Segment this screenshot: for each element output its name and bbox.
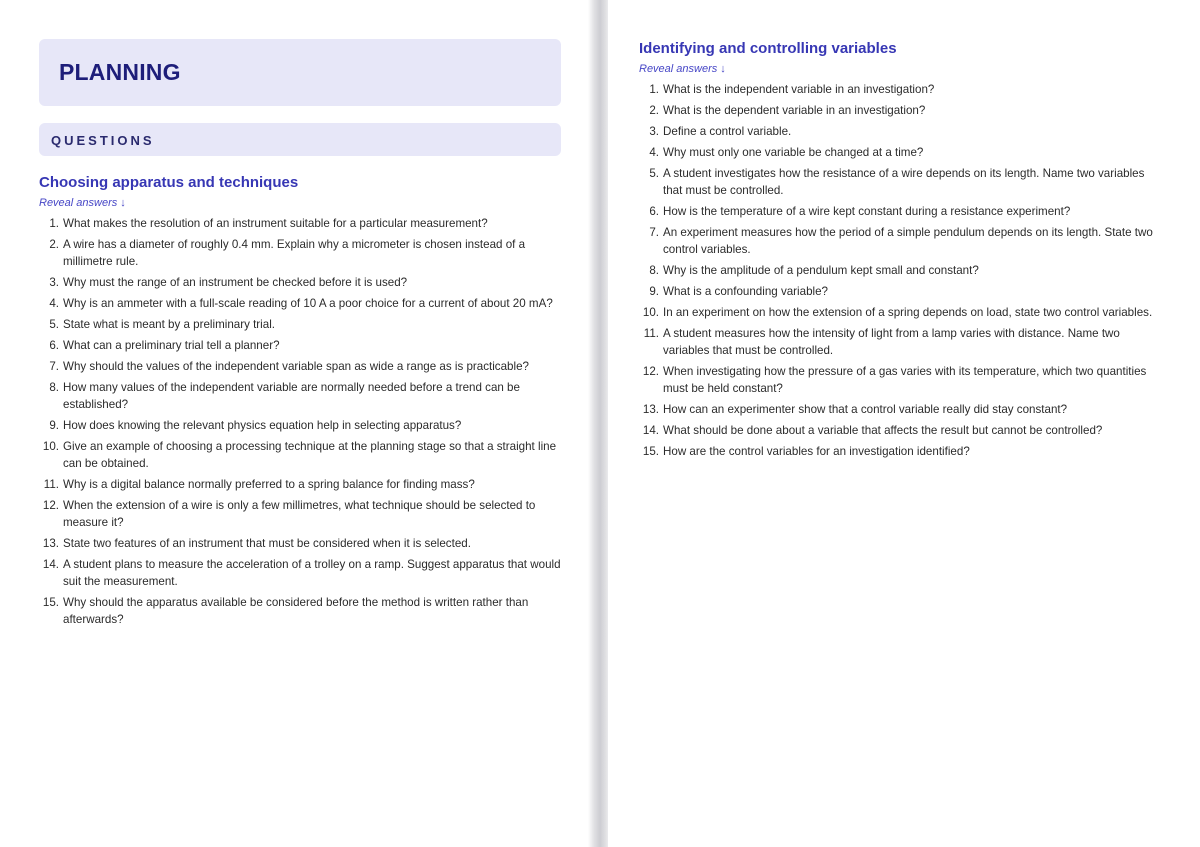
question-item xyxy=(639,443,1160,460)
question-item xyxy=(39,236,561,270)
question-list-apparatus xyxy=(39,215,561,628)
question-number: 9. xyxy=(649,285,659,298)
question-number: 15. xyxy=(642,445,659,458)
question-number: 7. xyxy=(49,360,59,373)
question-text: Define a control variable. xyxy=(663,125,792,138)
question-item xyxy=(39,274,561,291)
section-heading-variables: Identifying and controlling variables xyxy=(639,40,897,57)
question-item xyxy=(639,262,1160,279)
question-number: 6. xyxy=(49,339,59,352)
question-item xyxy=(39,215,561,232)
question-text: What can a preliminary trial tell a planner? xyxy=(63,339,280,352)
question-item xyxy=(639,304,1160,321)
chapter-title-banner xyxy=(39,39,561,106)
question-number: 2. xyxy=(649,104,659,117)
question-number: 13. xyxy=(42,537,59,550)
question-text: Why must only one variable be changed at a time? xyxy=(663,146,924,159)
question-item xyxy=(39,556,561,590)
question-text: State what is meant by a preliminary trial. xyxy=(63,318,275,331)
arrow-down-icon: ↓ xyxy=(120,197,126,209)
question-item xyxy=(639,224,1160,258)
question-number: 11. xyxy=(43,478,59,491)
question-item xyxy=(639,363,1160,397)
question-number: 10. xyxy=(642,306,659,319)
reveal-answers-link-apparatus[interactable] xyxy=(39,197,561,209)
questions-label: QUESTIONS xyxy=(51,133,155,148)
question-number: 2. xyxy=(49,238,59,251)
question-number: 4. xyxy=(649,146,659,159)
question-item xyxy=(639,123,1160,140)
question-item xyxy=(639,165,1160,199)
question-number: 11. xyxy=(643,327,659,340)
question-number: 4. xyxy=(49,297,59,310)
question-text: What makes the resolution of an instrument suitable for a particular measurement? xyxy=(63,217,488,230)
question-text: What is the independent variable in an investigation? xyxy=(663,83,935,96)
question-number: 8. xyxy=(49,381,59,394)
question-item xyxy=(639,422,1160,439)
question-text: A student measures how the intensity of light from a lamp varies with distance. Name two variables that must be controlled. xyxy=(663,327,1120,357)
question-item xyxy=(639,401,1160,418)
question-number: 3. xyxy=(649,125,659,138)
question-text: Why is a digital balance normally preferred to a spring balance for finding mass? xyxy=(63,478,475,491)
question-item xyxy=(39,295,561,312)
question-text: When investigating how the pressure of a gas varies with its temperature, which two quantities must be held constant? xyxy=(663,365,1147,395)
question-item xyxy=(639,203,1160,220)
question-item xyxy=(39,358,561,375)
question-text: Why should the apparatus available be considered before the method is written rather than afterwards? xyxy=(63,596,529,626)
question-item xyxy=(39,316,561,333)
question-number: 13. xyxy=(642,403,659,416)
section-heading-apparatus: Choosing apparatus and techniques xyxy=(39,174,299,191)
question-number: 5. xyxy=(49,318,59,331)
question-item xyxy=(639,325,1160,359)
question-text: Why must the range of an instrument be checked before it is used? xyxy=(63,276,408,289)
question-text: Why should the values of the independent variable span as wide a range as is practicable? xyxy=(63,360,529,373)
question-number: 5. xyxy=(649,167,659,180)
question-item xyxy=(39,594,561,628)
question-number: 15. xyxy=(42,596,59,609)
reveal-answers-link-variables[interactable] xyxy=(639,63,1160,75)
question-text: What should be done about a variable that affects the result but cannot be controlled? xyxy=(663,424,1103,437)
question-item xyxy=(639,81,1160,98)
question-list-variables xyxy=(639,81,1160,460)
right-page xyxy=(608,0,1200,847)
chapter-title: PLANNING xyxy=(59,59,181,85)
question-item xyxy=(639,283,1160,300)
question-item xyxy=(639,144,1160,161)
question-text: Give an example of choosing a processing technique at the planning stage so that a straight line can be obtained. xyxy=(63,440,557,470)
question-text: When the extension of a wire is only a few millimetres, what technique should be selected to measure it? xyxy=(63,499,536,529)
question-number: 1. xyxy=(49,217,59,230)
question-text: Why is the amplitude of a pendulum kept small and constant? xyxy=(663,264,979,277)
question-number: 7. xyxy=(649,226,659,239)
question-text: What is the dependent variable in an investigation? xyxy=(663,104,926,117)
question-item xyxy=(39,497,561,531)
arrow-down-icon: ↓ xyxy=(720,63,726,75)
left-page xyxy=(0,0,592,847)
question-number: 1. xyxy=(649,83,659,96)
question-text: State two features of an instrument that must be considered when it is selected. xyxy=(63,537,471,550)
question-number: 9. xyxy=(49,419,59,432)
question-item xyxy=(39,438,561,472)
question-text: How can an experimenter show that a control variable really did stay constant? xyxy=(663,403,1068,416)
question-text: How are the control variables for an investigation identified? xyxy=(663,445,970,458)
question-number: 14. xyxy=(642,424,659,437)
question-number: 3. xyxy=(49,276,59,289)
question-text: Why is an ammeter with a full-scale reading of 10 A a poor choice for a current of about 20 mA? xyxy=(63,297,553,310)
question-text: What is a confounding variable? xyxy=(663,285,828,298)
question-text: An experiment measures how the period of a simple pendulum depends on its length. State two control variables. xyxy=(663,226,1153,256)
question-text: In an experiment on how the extension of a spring depends on load, state two control variables. xyxy=(663,306,1153,319)
question-item xyxy=(39,417,561,434)
question-text: How does knowing the relevant physics equation help in selecting apparatus? xyxy=(63,419,462,432)
question-number: 12. xyxy=(42,499,59,512)
question-number: 8. xyxy=(649,264,659,277)
question-item xyxy=(39,379,561,413)
question-number: 10. xyxy=(42,440,59,453)
question-text: A student investigates how the resistance of a wire depends on its length. Name two variables that must be controlled. xyxy=(663,167,1145,197)
question-item xyxy=(639,102,1160,119)
question-text: A student plans to measure the acceleration of a trolley on a ramp. Suggest apparatus that would suit the measurement. xyxy=(63,558,561,588)
reveal-answers-label: Reveal answers xyxy=(639,63,718,75)
question-text: How many values of the independent variable are normally needed before a trend can be established? xyxy=(63,381,520,411)
question-number: 12. xyxy=(642,365,659,378)
question-number: 14. xyxy=(42,558,59,571)
reveal-answers-label: Reveal answers xyxy=(39,197,118,209)
question-item xyxy=(39,535,561,552)
question-item xyxy=(39,337,561,354)
questions-banner xyxy=(39,123,561,156)
question-item xyxy=(39,476,561,493)
question-text: A wire has a diameter of roughly 0.4 mm. Explain why a micrometer is chosen instead of a millimetre rule. xyxy=(63,238,526,268)
question-number: 6. xyxy=(649,205,659,218)
question-text: How is the temperature of a wire kept constant during a resistance experiment? xyxy=(663,205,1071,218)
